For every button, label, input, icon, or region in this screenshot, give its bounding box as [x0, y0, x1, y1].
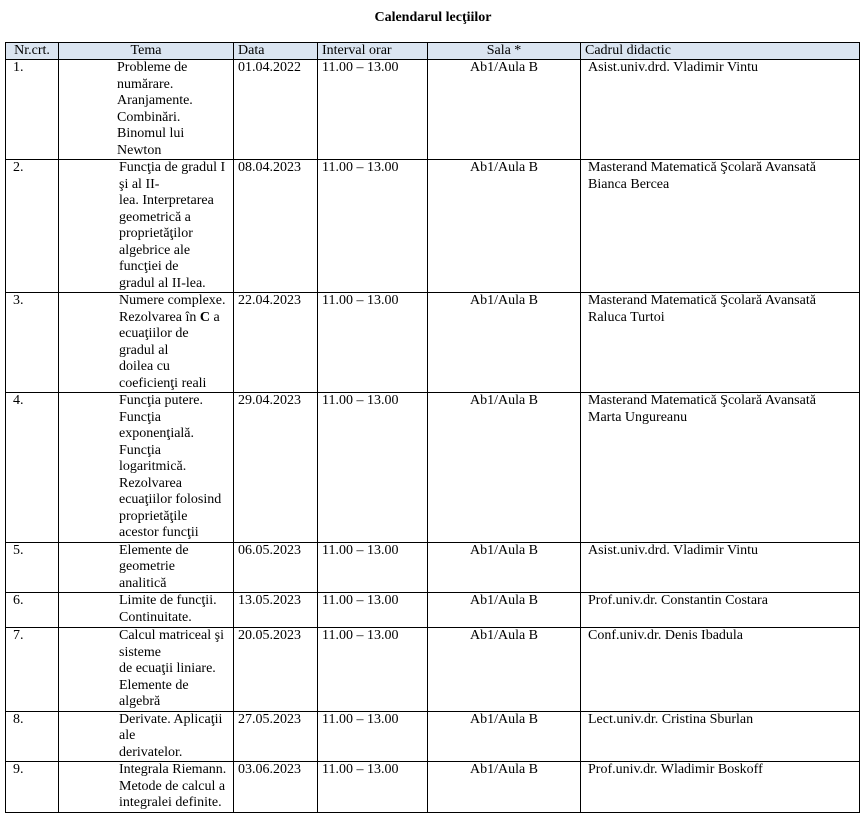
tema-text: Limite de funcţii. Continuitate. [119, 593, 217, 625]
cell-nr: 3. [6, 293, 59, 393]
header-tema: Tema [59, 43, 234, 60]
cell-cadru [581, 711, 860, 762]
cell-sala: Ab1/Aula B [428, 160, 581, 293]
header-sala: Sala * [428, 43, 581, 60]
table-header-row [6, 43, 860, 60]
cadru-text: Lect.univ.dr. Cristina Sburlan [588, 711, 754, 727]
cell-nr: 8. [6, 711, 59, 762]
table-row [6, 542, 860, 593]
header-data: Data [234, 43, 318, 60]
cell-tema [59, 393, 234, 543]
cell-cadru [581, 542, 860, 593]
cell-interval: 11.00 – 13.00 [318, 593, 428, 628]
tema-text: Funcţia de gradul I şi al II- lea. Interpretarea geometrică a proprietăţilor algebrice ale funcţiei de gradul al II-lea. [119, 160, 226, 291]
cell-sala: Ab1/Aula B [428, 593, 581, 628]
cell-sala: Ab1/Aula B [428, 762, 581, 813]
cell-nr: 2. [6, 160, 59, 293]
cell-nr: 1. [6, 60, 59, 160]
tema-text: Probleme de numărare. Aranjamente. Combinări. Binomul lui Newton [117, 60, 193, 158]
cell-interval: 11.00 – 13.00 [318, 60, 428, 160]
tema-text-part: Numere complexe. Rezolvarea în [119, 293, 226, 325]
cadru-text: Masterand Matematică Şcolară Avansată Marta Ungureanu [588, 393, 816, 425]
cadru-text: Prof.univ.dr. Wladimir Boskoff [588, 762, 763, 777]
table-row [6, 593, 860, 628]
table-row [6, 628, 860, 712]
cell-sala: Ab1/Aula B [428, 628, 581, 712]
table-row [6, 711, 860, 762]
header-interval: Interval orar [318, 43, 428, 60]
tema-text: Derivate. Aplicaţii ale derivatelor. [119, 711, 223, 760]
cell-tema [59, 542, 234, 593]
cell-data: 29.04.2023 [234, 393, 318, 543]
tema-text: Elemente de geometrie analitică [119, 542, 189, 591]
cell-cadru [581, 593, 860, 628]
cell-data: 13.05.2023 [234, 593, 318, 628]
cell-tema [59, 711, 234, 762]
cadru-text: Masterand Matematică Şcolară Avansată Raluca Turtoi [588, 293, 816, 325]
cadru-text: Asist.univ.drd. Vladimir Vintu [588, 542, 759, 558]
cell-cadru [581, 160, 860, 293]
cell-nr: 6. [6, 593, 59, 628]
cell-sala: Ab1/Aula B [428, 60, 581, 160]
cell-interval: 11.00 – 13.00 [318, 762, 428, 813]
table-row [6, 293, 860, 393]
cell-tema [59, 60, 234, 160]
table-row [6, 60, 860, 160]
tema-text: Calcul matriceal şi sisteme de ecuaţii liniare. Elemente de algebră [119, 628, 224, 709]
cell-cadru [581, 60, 860, 160]
cell-cadru [581, 393, 860, 543]
cell-data: 20.05.2023 [234, 628, 318, 712]
schedule-table [5, 42, 860, 813]
cell-tema [59, 593, 234, 628]
cell-data: 22.04.2023 [234, 293, 318, 393]
tema-text: Funcţia putere. Funcţia exponenţială. Funcţia logaritmică. Rezolvarea ecuaţiilor folosind proprietăţile acestor funcţii [119, 393, 222, 540]
cell-data: 03.06.2023 [234, 762, 318, 813]
cell-interval: 11.00 – 13.00 [318, 393, 428, 543]
complex-set-symbol: C [199, 309, 210, 325]
cadru-text: Masterand Matematică Şcolară Avansată Bianca Bercea [588, 160, 816, 192]
cell-cadru [581, 762, 860, 813]
cell-data: 08.04.2023 [234, 160, 318, 293]
table-row [6, 393, 860, 543]
tema-text-part: a ecuaţiilor de gradul al doilea cu coeficienţi reali [119, 309, 220, 391]
cell-tema [59, 628, 234, 712]
cell-sala: Ab1/Aula B [428, 711, 581, 762]
cell-interval: 11.00 – 13.00 [318, 542, 428, 593]
cadru-text: Conf.univ.dr. Denis Ibadula [588, 628, 744, 643]
tema-text: Integrala Riemann. Metode de calcul a integralei definite. [119, 762, 227, 810]
cadru-text: Asist.univ.drd. Vladimir Vintu [588, 60, 759, 75]
cell-tema [59, 293, 234, 393]
cell-interval: 11.00 – 13.00 [318, 160, 428, 293]
cell-data: 01.04.2022 [234, 60, 318, 160]
cell-sala: Ab1/Aula B [428, 293, 581, 393]
cell-nr: 9. [6, 762, 59, 813]
cell-interval: 11.00 – 13.00 [318, 293, 428, 393]
cell-data: 27.05.2023 [234, 711, 318, 762]
table-row [6, 160, 860, 293]
cell-cadru [581, 628, 860, 712]
cell-data: 06.05.2023 [234, 542, 318, 593]
page-title: Calendarul lecţiilor [374, 10, 492, 25]
cell-nr: 7. [6, 628, 59, 712]
cell-sala: Ab1/Aula B [428, 542, 581, 593]
cadru-text: Prof.univ.dr. Constantin Costara [588, 593, 768, 608]
cell-nr: 5. [6, 542, 59, 593]
header-cadru: Cadrul didactic [581, 43, 860, 60]
cell-interval: 11.00 – 13.00 [318, 711, 428, 762]
cell-nr: 4. [6, 393, 59, 543]
cell-cadru [581, 293, 860, 393]
cell-interval: 11.00 – 13.00 [318, 628, 428, 712]
cell-tema [59, 160, 234, 293]
cell-sala: Ab1/Aula B [428, 393, 581, 543]
table-row [6, 762, 860, 813]
header-nr: Nr.crt. [6, 43, 59, 60]
cell-tema [59, 762, 234, 813]
